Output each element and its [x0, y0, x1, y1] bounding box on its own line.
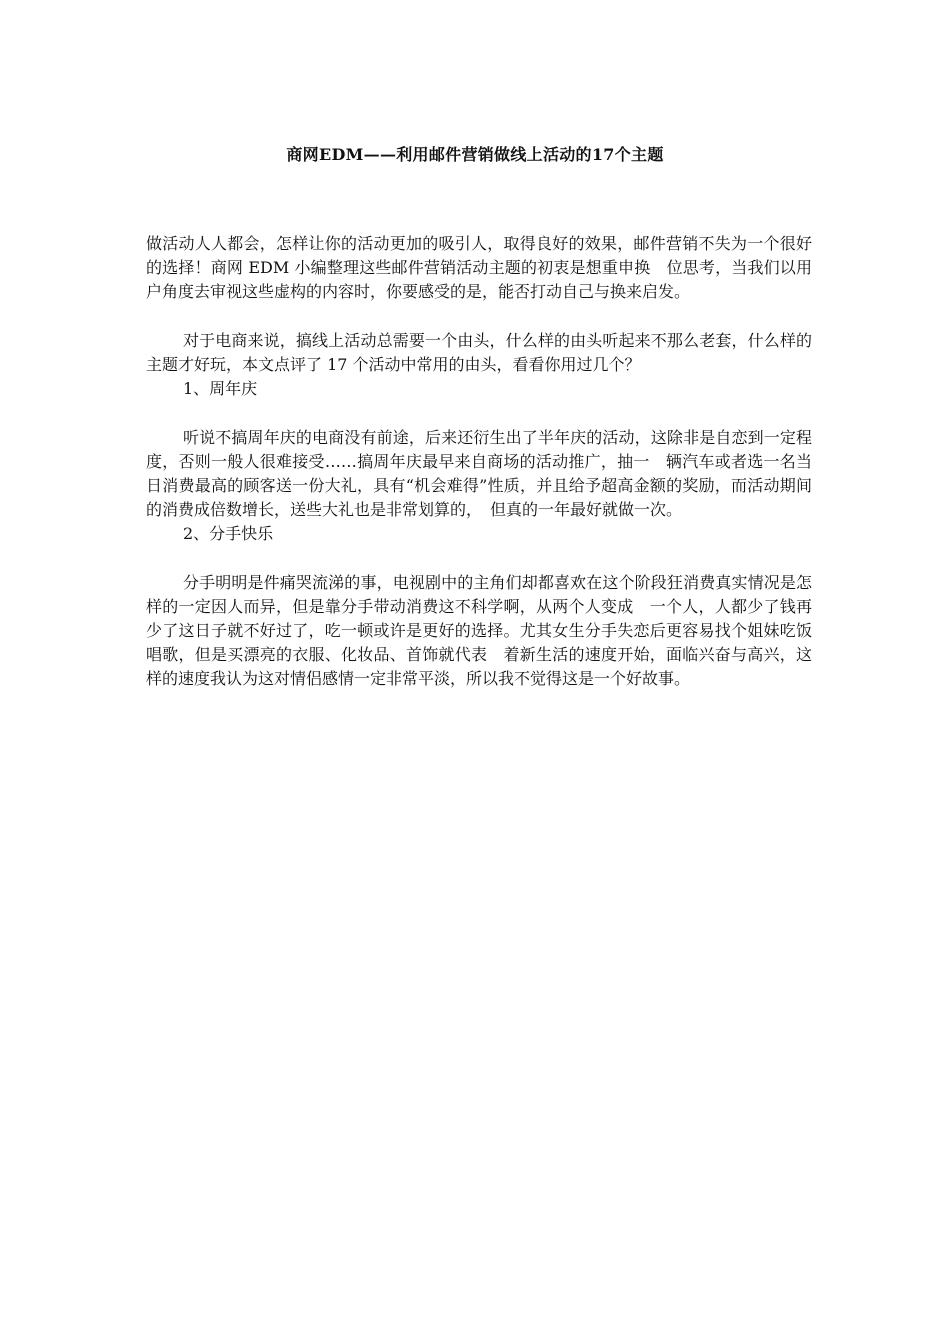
- section-breakup: [146, 522, 812, 691]
- section-paragraph: 听说不搞周年庆的电商没有前途，后来还衍生出了半年庆的活动，这除非是自恋到一定程度，否则一般人很难接受……搞周年庆最早来自商场的活动推广，抽一 辆汽车或者选一名当日消费最高的顾客送一份大礼，具有“机会难得”性质，并且给予超高金额的奖励，而活动期间的消费成倍数增长，送些大礼也是非常划算的， 但真的一年最好就做一次。: [146, 428, 812, 519]
- document-title: 商网EDM——利用邮件营销做线上活动的17个主题: [286, 145, 664, 164]
- section-paragraph: 分手明明是件痛哭流涕的事，电视剧中的主角们却都喜欢在这个阶段狂消费真实情况是怎样的一定因人而异，但是靠分手带动消费这不科学啊，从两个人变成 一个人，人都少了钱再少了这日子就不好过了，吃一顿或许是更好的选择。尤其女生分手失恋后更容易找个姐妹吃饭唱歌，但是买漂亮的衣服、化妆品、首饰就代表 着新生活的速度开始，面临兴奋与高兴，这样的速度我认为这对情侣感情一定非常平淡，所以我不觉得这是一个好故事。: [146, 573, 812, 688]
- section-heading: 2、分手快乐: [183, 524, 274, 543]
- document-body: [146, 232, 812, 691]
- section-heading: 1、周年庆: [183, 379, 258, 398]
- section-anniversary: [146, 377, 812, 522]
- lead-paragraph: 对于电商来说，搞线上活动总需要一个由头，什么样的由头听起来不那么老套，什么样的主题才好玩，本文点评了 17 个活动中常用的由头，看看你用过几个？: [146, 331, 812, 374]
- intro-paragraph: 做活动人人都会，怎样让你的活动更加的吸引人，取得良好的效果，邮件营销不失为一个很好的选择！商网 EDM 小编整理这些邮件营销活动主题的初衷是想重申换 位思考，当我们以用户角度去审视这些虚构的内容时，你要感受的是，能否打动自己与换来启发。: [146, 234, 812, 301]
